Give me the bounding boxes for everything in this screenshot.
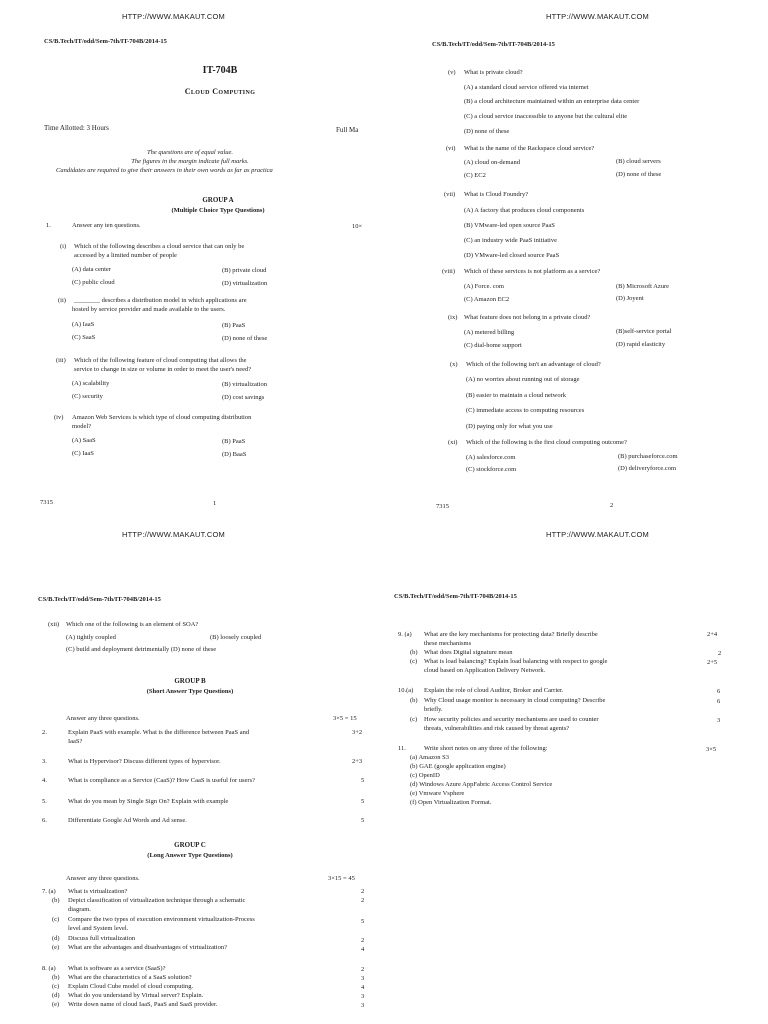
subquestion-line: What are the key mechanisms for protecting data? Briefly describe xyxy=(424,631,598,638)
mcq-option: (D) none of these xyxy=(222,335,268,342)
mcq-option: (B) purchaseforce.com xyxy=(618,453,678,460)
mcq-question: What is Cloud Foundry? xyxy=(464,191,529,198)
subquestion-line: What is software as a service (SaaS)? xyxy=(68,965,166,972)
subquestion-label: (c) xyxy=(410,716,418,723)
group-a-title: GROUP A xyxy=(202,196,234,204)
subquestion-line: What is virtualization? xyxy=(68,888,128,895)
group-b-marks: 3×5 = 15 xyxy=(333,715,357,722)
subquestion-label: (d) xyxy=(52,935,60,942)
subquestion-line: level and System level. xyxy=(68,925,129,932)
page-number: 2 xyxy=(610,502,614,509)
subquestion-marks: 3 xyxy=(717,717,721,724)
mcq-option: (B) a cloud architecture maintained within an enterprise data center xyxy=(464,98,640,105)
subquestion-line: cloud based on Application Delivery Network. xyxy=(424,667,546,674)
site-url: HTTP://WWW.MAKAUT.COM xyxy=(546,12,649,21)
mcq-option: (B) loosely coupled xyxy=(210,634,262,641)
subquestion-line: Write down name of cloud IaaS, PaaS and SaaS provider. xyxy=(68,1001,218,1008)
instruction-line: The questions are of equal value. xyxy=(146,149,234,156)
mcq-option: (B) Microsoft Azure xyxy=(616,283,670,290)
subquestion-label: (b) xyxy=(410,697,418,704)
subquestion-label: (e) xyxy=(52,944,60,951)
page-number: 1 xyxy=(213,500,217,507)
mcq-option: (B) private cloud xyxy=(222,267,267,274)
subquestion-line: What does Digital signature mean xyxy=(424,649,513,656)
mcq-option: (D) virtualization xyxy=(222,280,268,287)
question-line: Explain PaaS with example. What is the difference between PaaS and xyxy=(68,729,250,736)
subquestion-marks: 2+5 xyxy=(707,659,718,666)
mcq-question-line: Amazon Web Services is which type of cloud computing distribution xyxy=(72,414,252,421)
subquestion-line: Explain Cloud Cube model of cloud computing. xyxy=(68,983,194,990)
group-c-marks: 3×15 = 45 xyxy=(328,875,355,882)
subquestion-marks: 3 xyxy=(361,1002,365,1009)
group-b-subtitle: (Short Answer Type Questions) xyxy=(146,688,234,695)
mcq-number: (iii) xyxy=(56,357,66,364)
mcq-option: (C) SaaS xyxy=(72,334,96,341)
subquestion-marks: 4 xyxy=(361,984,365,991)
group-c-instruction: Answer any three questions. xyxy=(66,875,140,882)
question-line: What do you mean by Single Sign On? Explain with example xyxy=(68,798,229,805)
subquestion-marks: 4 xyxy=(361,946,365,953)
mcq-option: (A) metered billing xyxy=(464,329,515,336)
mcq-question-line: ________ describes a distribution model in which applications are xyxy=(74,297,247,304)
mcq-option: (A) scalability xyxy=(72,380,110,387)
mcq-option: (C) security xyxy=(72,393,103,400)
mcq-option: (C) build and deployment detrimentally (D) none of these xyxy=(66,646,217,653)
mcq-number: (ix) xyxy=(448,314,458,321)
page-code: 7315 xyxy=(436,503,449,510)
mcq-number: (i) xyxy=(60,243,67,250)
paper-header: CS/B.Tech/IT/odd/Sem-7th/IT-704B/2014-15 xyxy=(38,596,161,603)
mcq-option: (B)self-service portal xyxy=(616,328,672,335)
mcq-option: (D) Joyent xyxy=(616,295,644,302)
subquestion-marks: 5 xyxy=(361,918,365,925)
question-line: Write short notes on any three of the following: xyxy=(424,745,548,752)
question-line: What is Hypervisor? Discuss different types of hypervisor. xyxy=(68,758,221,765)
subquestion-label: 7. (a) xyxy=(42,888,56,895)
mcq-option: (C) a cloud service inaccessible to anyone but the cultural elite xyxy=(464,113,628,120)
subquestion-label: (e) xyxy=(52,1001,60,1008)
mcq-option: (B) cloud servers xyxy=(616,158,661,165)
page-2 xyxy=(384,0,768,512)
group-a-marks: 10× xyxy=(352,223,363,230)
subquestion-label: (b) xyxy=(52,897,60,904)
subquestion-label: (b) xyxy=(410,649,418,656)
mcq-option: (D) cost savings xyxy=(222,394,265,401)
short-note-item: (b) GAE (google application engine) xyxy=(410,763,506,770)
mcq-option: (A) no worries about running out of storage xyxy=(466,376,580,383)
subquestion-line: Explain the role of cloud Auditor, Broker and Carrier. xyxy=(424,687,564,694)
mcq-option: (A) salesforce.com xyxy=(466,454,516,461)
paper-header: CS/B.Tech/IT/odd/Sem-7th/IT-704B/2014-15 xyxy=(394,593,517,600)
question-marks: 5 xyxy=(361,798,365,805)
mcq-option: (B) virtualization xyxy=(222,381,267,388)
mcq-option: (C) IaaS xyxy=(72,450,94,457)
subquestion-line: Why Cloud usage monitor is necessary in cloud computing? Describe xyxy=(424,697,606,704)
mcq-option: (A) a standard cloud service offered via internet xyxy=(464,84,589,91)
mcq-option: (B) PaaS xyxy=(222,322,246,329)
subquestion-line: What is load balancing? Explain load balancing with respect to google xyxy=(424,658,608,665)
subquestion-label: (c) xyxy=(410,658,418,665)
subquestion-label: 8. (a) xyxy=(42,965,56,972)
paper-title: Cloud Computing xyxy=(184,87,256,96)
subquestion-line: threats, vulnerabilities and risk caused by threat agents? xyxy=(424,725,570,732)
mcq-number: (vii) xyxy=(444,191,456,198)
page-3 xyxy=(0,512,384,1024)
mcq-option: (D) none of these xyxy=(616,171,662,178)
mcq-option: (C) stockforce.com xyxy=(466,466,517,473)
question-number: 4. xyxy=(42,777,47,784)
paper-header: CS/B.Tech/IT/odd/Sem-7th/IT-704B/2014-15 xyxy=(44,38,167,45)
mcq-question: What is the name of the Rackspace cloud service? xyxy=(464,145,595,152)
mcq-option: (C) dial-home support xyxy=(464,342,522,349)
question-number: 3. xyxy=(42,758,47,765)
mcq-option: (A) IaaS xyxy=(72,321,95,328)
mcq-option: (A) Force. com xyxy=(464,283,504,290)
short-note-item: (a) Amazon S3 xyxy=(410,754,449,761)
paper-code: IT-704B xyxy=(202,65,238,76)
question-line: What is compliance as a Service (CaaS)? How CaaS is useful for users? xyxy=(68,777,255,784)
subquestion-label: (c) xyxy=(52,983,60,990)
subquestion-line: diagram. xyxy=(68,906,91,913)
group-a-instruction: Answer any ten questions. xyxy=(72,222,141,229)
subquestion-line: Compare the two types of execution environment virtualization-Process xyxy=(68,916,255,923)
subquestion-marks: 2 xyxy=(361,888,365,895)
subquestion-marks: 2+4 xyxy=(707,631,718,638)
subquestion-line: Depict classification of virtualization technique through a schematic xyxy=(68,897,246,904)
group-a-subtitle: (Multiple Choice Type Questions) xyxy=(171,207,265,214)
mcq-option: (D) VMware-led closed source PaaS xyxy=(464,252,560,259)
question-line: IaaS? xyxy=(68,738,83,745)
question-number: 6. xyxy=(42,817,47,824)
mcq-option: (C) Amazon EC2 xyxy=(464,296,510,303)
subquestion-marks: 6 xyxy=(717,698,721,705)
mcq-option: (D) paying only for what you use xyxy=(466,423,553,430)
subquestion-label: (d) xyxy=(52,992,60,999)
subquestion-marks: 2 xyxy=(361,897,365,904)
question-marks: 2+3 xyxy=(352,758,363,765)
mcq-question: What feature does not belong in a private cloud? xyxy=(464,314,591,321)
subquestion-marks: 6 xyxy=(717,688,721,695)
short-note-item: (f) Open Virtualization Format. xyxy=(410,799,492,806)
mcq-option: (A) data center xyxy=(72,266,111,273)
subquestion-marks: 2 xyxy=(361,937,365,944)
subquestion-label: (b) xyxy=(52,974,60,981)
mcq-number: (x) xyxy=(450,361,458,368)
short-note-item: (e) Vmware Vsphere xyxy=(410,790,465,797)
mcq-question: What is private cloud? xyxy=(464,69,523,76)
subquestion-marks: 2 xyxy=(361,966,365,973)
mcq-option: (B) PaaS xyxy=(222,438,246,445)
subquestion-marks: 3 xyxy=(361,993,365,1000)
subquestion-line: How security policies and security mechanisms are used to counter xyxy=(424,716,599,723)
site-url: HTTP://WWW.MAKAUT.COM xyxy=(122,530,225,539)
subquestion-label: (c) xyxy=(52,916,60,923)
subquestion-line: What are the characteristics of a SaaS solution? xyxy=(68,974,192,981)
short-note-item: (d) Windows Azure AppFabric Access Control Service xyxy=(410,781,553,788)
mcq-number: (xi) xyxy=(448,439,458,446)
question-number: 1. xyxy=(46,222,51,229)
subquestion-label: 9. (a) xyxy=(398,631,412,638)
mcq-option: (A) SaaS xyxy=(72,437,96,444)
group-c-subtitle: (Long Answer Type Questions) xyxy=(147,852,233,859)
mcq-number: (viii) xyxy=(442,268,455,275)
site-url: HTTP://WWW.MAKAUT.COM xyxy=(546,530,649,539)
question-marks: 5 xyxy=(361,817,365,824)
group-c-title: GROUP C xyxy=(174,841,206,849)
subquestion-marks: 2 xyxy=(718,650,722,657)
mcq-option: (A) cloud on-demand xyxy=(464,159,520,166)
subquestion-marks: 3 xyxy=(361,975,365,982)
question-number: 2. xyxy=(42,729,47,736)
page-4 xyxy=(384,512,768,1024)
mcq-question-line: service to change in size or volume in order to meet the user's need? xyxy=(74,366,252,373)
instruction-line: The figures in the margin indicate full marks. xyxy=(131,158,249,165)
instruction-line: Candidates are required to give their answers in their own words as far as practica xyxy=(56,167,273,174)
group-b-title: GROUP B xyxy=(174,677,206,685)
mcq-option: (C) public cloud xyxy=(72,279,115,286)
mcq-option: (D) deliveryforce.com xyxy=(618,465,677,472)
short-note-item: (c) OpenID xyxy=(410,772,440,779)
mcq-option: (A) A factory that produces cloud components xyxy=(464,207,585,214)
mcq-number: (ii) xyxy=(58,297,66,304)
mcq-question: Which of the following is the first cloud computing outcome? xyxy=(466,439,627,446)
subquestion-line: What are the advantages and disadvantages of virtualization? xyxy=(68,944,228,951)
mcq-option: (D) none of these xyxy=(464,128,510,135)
mcq-question-line: model? xyxy=(72,423,92,430)
mcq-number: (vi) xyxy=(446,145,456,152)
mcq-option: (A) tightly coupled xyxy=(66,634,116,641)
site-url: HTTP://WWW.MAKAUT.COM xyxy=(122,12,225,21)
subquestion-line: these mechanisms xyxy=(424,640,472,647)
mcq-option: (B) easier to maintain a cloud network xyxy=(466,392,566,399)
question-number: 5. xyxy=(42,798,47,805)
page-1 xyxy=(0,0,384,512)
subquestion-label: 10.(a) xyxy=(398,687,414,694)
mcq-option: (C) an industry wide PaaS initiative xyxy=(464,237,557,244)
subquestion-line: briefly. xyxy=(424,706,443,713)
mcq-question-line: Which of the following feature of cloud computing that allows the xyxy=(74,357,247,364)
question-marks: 3×5 xyxy=(706,746,717,753)
mcq-option: (D) BaaS xyxy=(222,451,247,458)
mcq-question-line: Which of the following describes a cloud service that can only be xyxy=(74,243,245,250)
paper-header: CS/B.Tech/IT/odd/Sem-7th/IT-704B/2014-15 xyxy=(432,41,555,48)
mcq-question: Which of the following isn't an advantage of cloud? xyxy=(466,361,601,368)
question-line: Differentiate Google Ad Words and Ad sense. xyxy=(68,817,187,824)
question-marks: 3+2 xyxy=(352,729,363,736)
mcq-option: (B) VMware-led open source PaaS xyxy=(464,222,555,229)
mcq-option: (D) rapid elasticity xyxy=(616,341,666,348)
mcq-question-line: hosted by service provider and made available to the users. xyxy=(72,306,226,313)
subquestion-line: Discuss full virtualization xyxy=(68,935,136,942)
group-b-instruction: Answer any three questions. xyxy=(66,715,140,722)
mcq-question: Which one of the following is an element of SOA? xyxy=(66,621,199,628)
page-code: 7315 xyxy=(40,499,53,506)
mcq-number: (iv) xyxy=(54,414,64,421)
mcq-option: (C) immediate access to computing resources xyxy=(466,407,585,414)
question-marks: 5 xyxy=(361,777,365,784)
mcq-number: (xii) xyxy=(48,621,60,628)
full-marks: Full Ma xyxy=(336,126,359,134)
subquestion-line: What do you understand by Virtual server? Explain. xyxy=(68,992,204,999)
mcq-question: Which of these services is not platform as a service? xyxy=(464,268,601,275)
mcq-option: (C) EC2 xyxy=(464,172,486,179)
mcq-number: (v) xyxy=(448,69,456,76)
question-number: 11. xyxy=(398,745,406,752)
time-allotted: Time Allotted: 3 Hours xyxy=(44,124,109,132)
mcq-question-line: accessed by a limited number of people xyxy=(74,252,177,259)
